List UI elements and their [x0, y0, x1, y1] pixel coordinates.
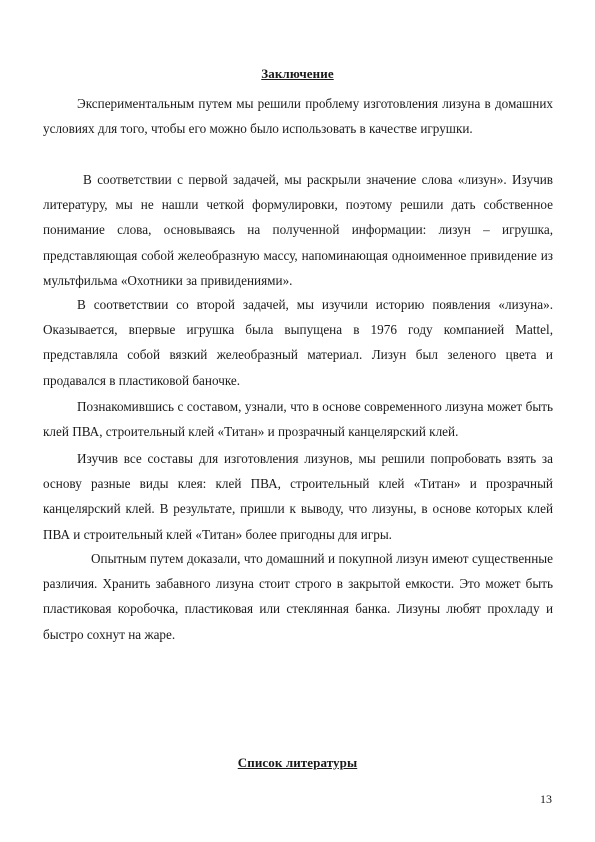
- paragraph-4: Познакомившись с составом, узнали, что в основе современного лизуна может быть клей ПВА, строительный клей «Титан» и прозрачный канцелярский клей.: [43, 399, 553, 440]
- paragraph-6: Опытным путем доказали, что домашний и покупной лизун имеют существенные различия. Хранить забавного лизуна стоит строго в закрытой емкости. Это может быть пластиковая коробочка, пластиковая или стеклянная банка. Лизуны любят прохладу и быстро сохнут на жаре.: [43, 551, 553, 642]
- conclusion-heading: Заключение: [261, 66, 334, 81]
- paragraph-3: В соответствии со второй задачей, мы изучили историю появления «лизуна». Оказывается, впервые игрушка была выпущена в 1976 году компанией Mattel, представляла собой вязкий желеобразный материал. Лизун был зеленого цвета и продавался в пластиковой баночке.: [43, 297, 553, 388]
- paragraph-2: В соответствии с первой задачей, мы раскрыли значение слова «лизун». Изучив литературу, мы не нашли четкой формулировки, поэтому решили дать собственное понимание слова, основываясь на полученной информации: лизун – игрушка, представляющая собой желеобразную массу, напоминающая одноименное привидение из мультфильма «Охотники за привидениями».: [43, 172, 553, 288]
- paragraph-5: Изучив все составы для изготовления лизунов, мы решили попробовать взять за основу разные виды клея: клей ПВА, строительный клей «Титан» и прозрачный канцелярский клей. В результате, пришли к выводу, что лизуны, в основе которых клей ПВА и строительный клей «Титан» более пригодны для игры.: [43, 451, 553, 542]
- paragraph-1: Экспериментальным путем мы решили проблему изготовления лизуна в домашних условиях для того, чтобы его можно было использовать в качестве игрушки.: [43, 96, 553, 137]
- page-number: 13: [540, 792, 552, 806]
- references-heading: Список литературы: [237, 755, 358, 770]
